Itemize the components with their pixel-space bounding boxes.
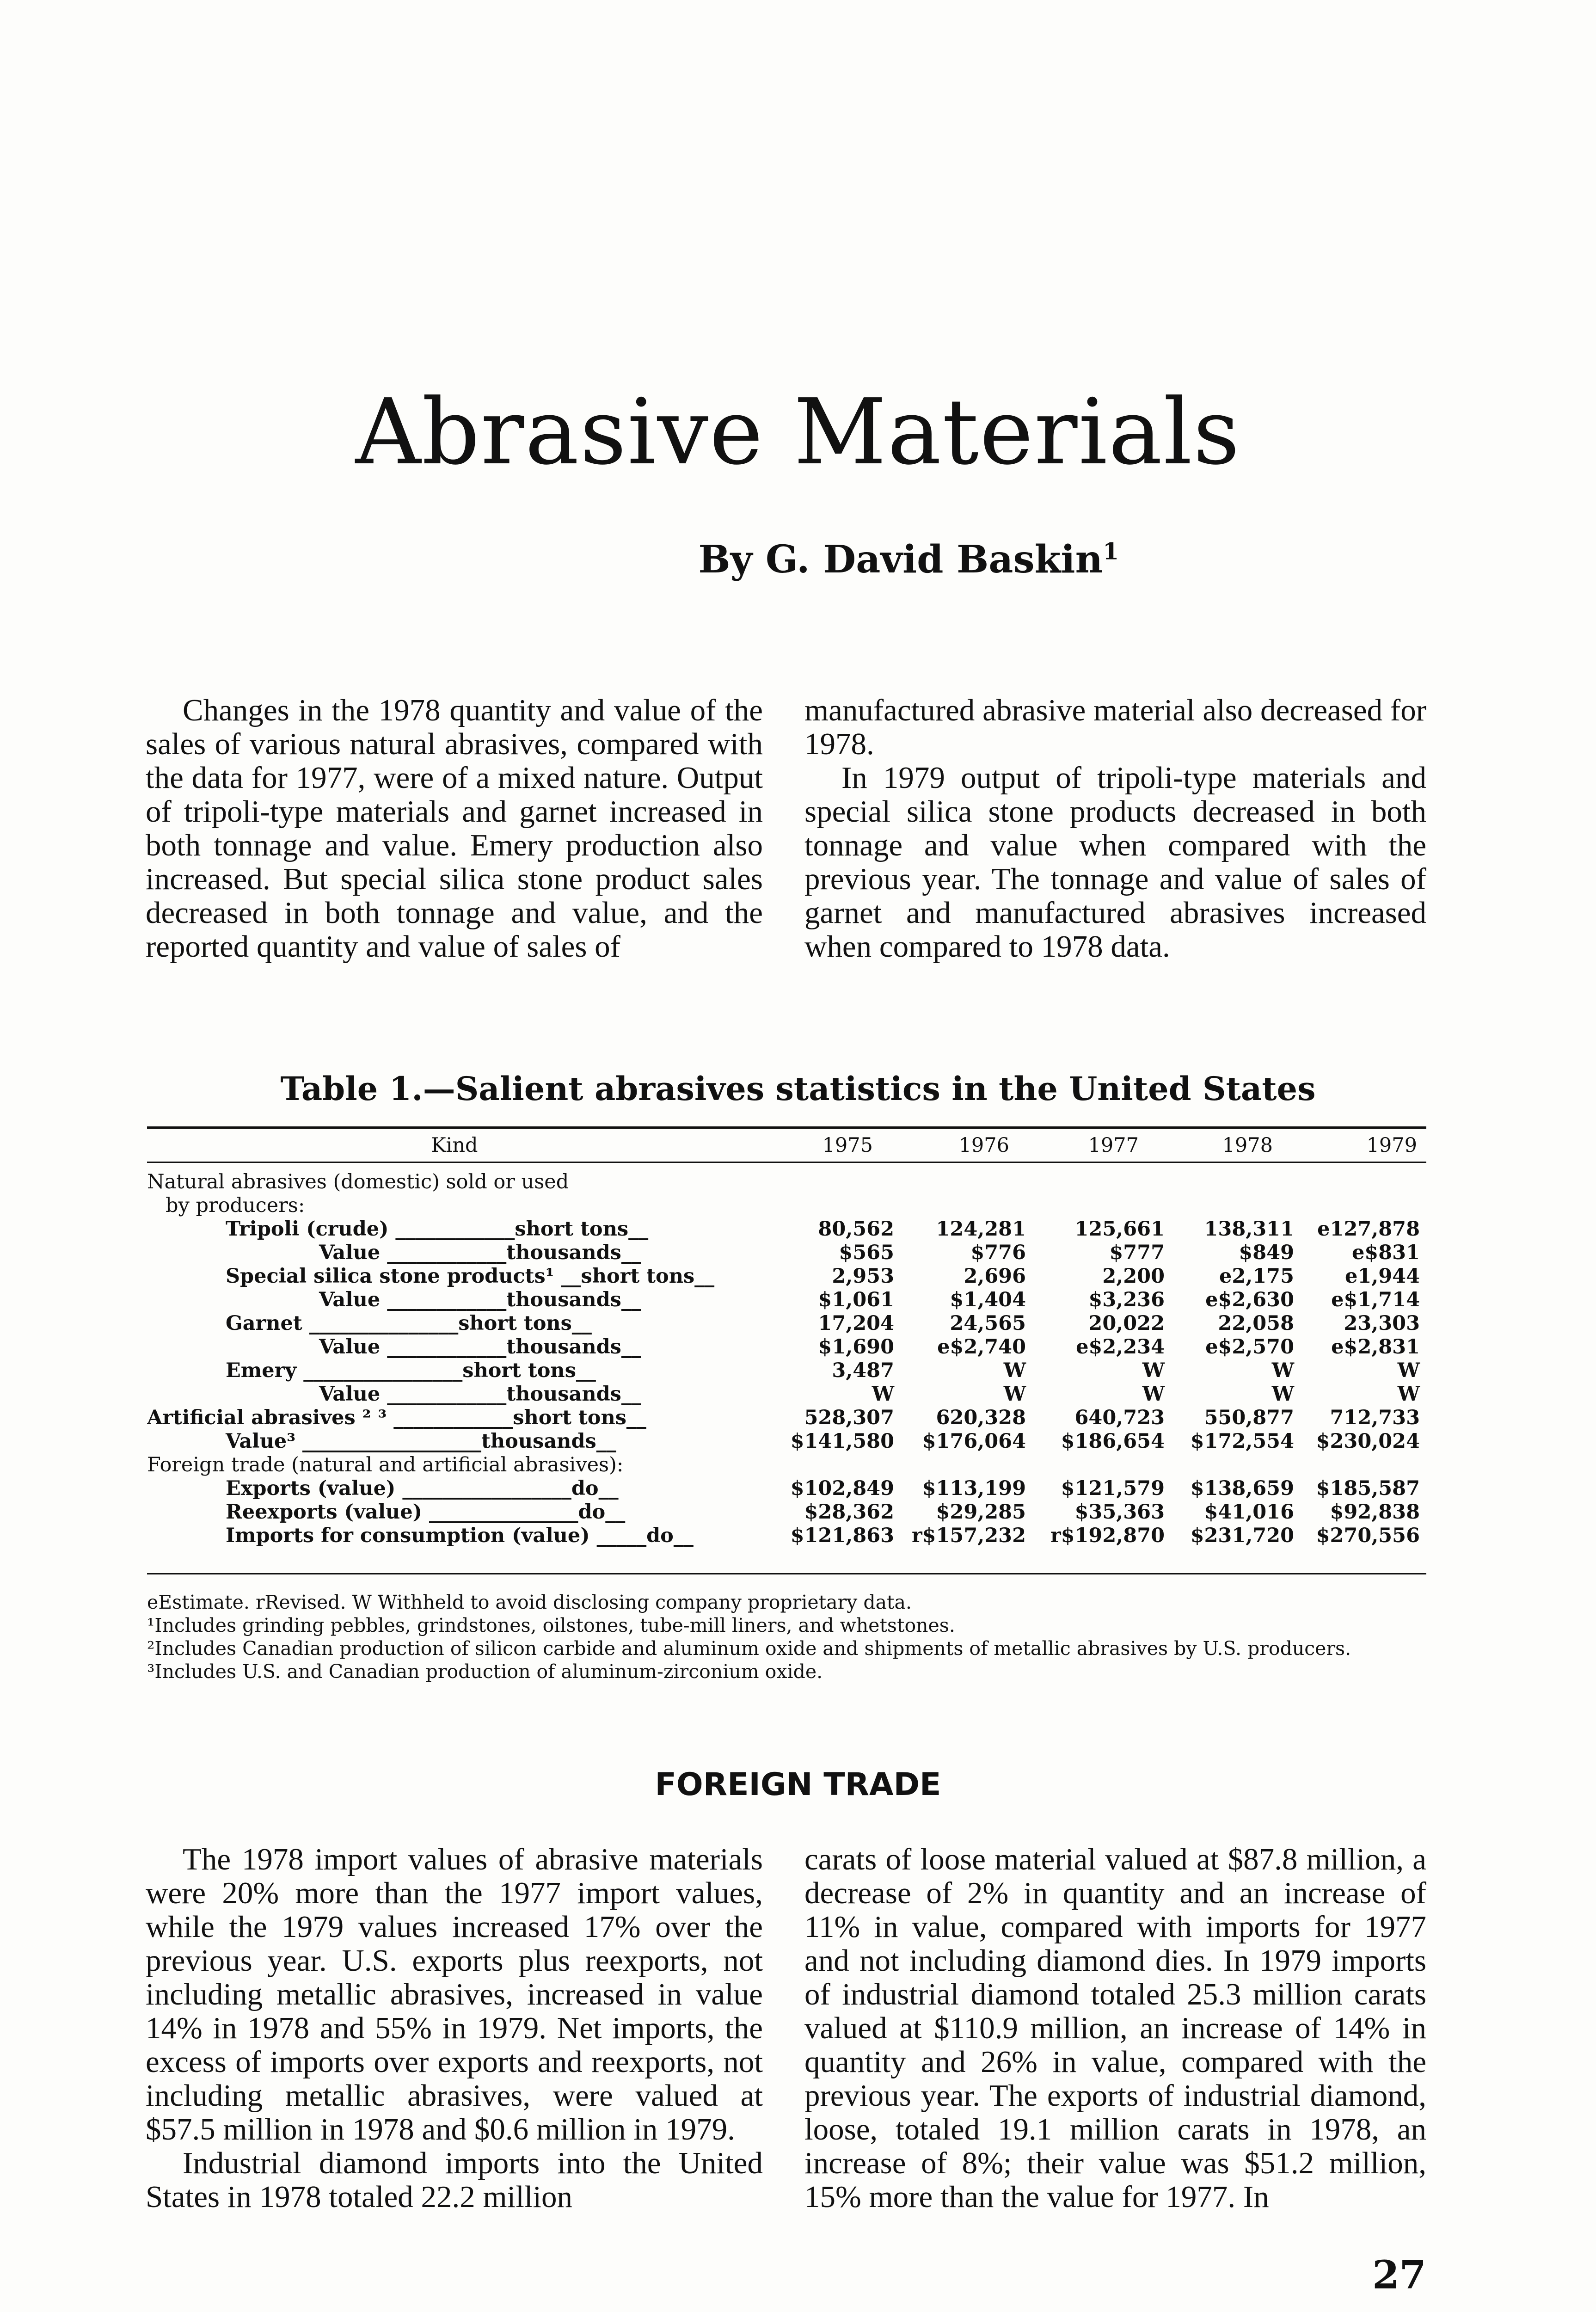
cell: 138,311 [1204,1217,1294,1241]
intro-paragraph-1979: In 1979 output of tripoli-type materials and special silica stone products decreased in both tonnage and value when compared with the previous year. The tonnage and value of sales of garnet and manufactured abrasives increased when compared to 1978 data. [804,761,1426,964]
cell: e$1,714 [1331,1288,1420,1311]
row-label: Natural abrasives (domestic) sold or used [147,1170,569,1193]
cell: e$831 [1351,1241,1420,1264]
intro-paragraph: Changes in the 1978 quantity and value of the sales of various natural abrasives, compared with the data for 1977, were of a mixed nature. Output of tripoli-type materials and garnet increased in both tonnage and value. Emery production also increased. But special silica stone product sales decreased in both tonnage and value, and the reported quantity and value of sales of [146,693,763,964]
salient-statistics-table [147,1130,1426,1548]
column-header-kind: Kind [431,1133,478,1157]
cell [1171,1194,1301,1217]
cell: $270,556 [1316,1524,1420,1547]
table-row [147,1312,1426,1335]
cell: $1,061 [818,1288,894,1311]
footnote-3: ³Includes U.S. and Canadian production of aluminum-zirconium oxide. [147,1660,823,1683]
cell: e$2,630 [1205,1288,1294,1311]
cell [762,1170,901,1194]
trade-paragraph-diamond: Industrial diamond imports into the United States in 1978 totaled 22.2 million [146,2146,763,2214]
table-row [147,1265,1426,1288]
cell [1032,1170,1171,1194]
article-title: Abrasive Materials [355,380,1241,485]
cell: $185,587 [1316,1477,1420,1500]
table-row [147,1500,1426,1524]
cell: $231,720 [1190,1524,1294,1547]
column-header-1976: 1976 [958,1133,1009,1157]
intro-left-column [146,694,763,964]
intro-right-column [804,694,1426,964]
row-label: Value ____________thousands__ [319,1241,641,1264]
intro-paragraph-continued: manufactured abrasive material also decreased for 1978. [804,693,1426,761]
cell [762,1194,901,1217]
table-row [147,1194,1426,1217]
cell: W [1142,1383,1165,1406]
cell [1032,1453,1171,1477]
row-label: by producers: [166,1194,305,1217]
cell [1301,1194,1426,1217]
trade-paragraph-imports: The 1978 import values of abrasive materials were 20% more than the 1977 import values, while the 1979 values increased 17% over the previous year. U.S. exports plus reexports, not including metallic abrasives, increased in value 14% in 1978 and 55% in 1979. Net imports, the excess of imports over exports and reexports, not including metallic abrasives, were valued at $57.5 million in 1978 and $0.6 million in 1979. [146,1842,763,2146]
byline-footnote-marker: 1 [1103,537,1119,565]
footnote-legend: eEstimate. rRevised. W Withheld to avoid disclosing company proprietary data. [147,1591,912,1613]
cell: 124,281 [936,1217,1026,1241]
table-header-row [147,1130,1426,1161]
cell: W [1003,1359,1026,1382]
cell: e$2,831 [1331,1335,1420,1359]
cell: $849 [1239,1241,1294,1264]
table-row [147,1288,1426,1312]
cell [1301,1170,1426,1194]
cell: 640,723 [1074,1406,1165,1429]
cell: W [1271,1359,1294,1382]
row-label: Foreign trade (natural and artificial abrasives): [147,1453,624,1476]
cell: 550,877 [1204,1406,1294,1429]
cell [1032,1194,1171,1217]
cell [901,1453,1032,1477]
cell: $230,024 [1316,1430,1420,1453]
row-label: Tripoli (crude) ____________short tons__ [226,1217,649,1241]
table-bottom-rule [147,1573,1426,1574]
cell [1171,1170,1301,1194]
cell: W [1003,1383,1026,1406]
cell [762,1453,901,1477]
cell [1301,1453,1426,1477]
cell: $35,363 [1074,1500,1165,1524]
cell: $121,863 [790,1524,894,1547]
row-label: Value³ __________________thousands__ [226,1430,616,1453]
row-label: Value ____________thousands__ [319,1288,641,1311]
cell: e1,944 [1344,1265,1420,1288]
cell: W [872,1383,894,1406]
cell: $141,580 [790,1430,894,1453]
table-row [147,1241,1426,1265]
column-header-1978: 1978 [1222,1133,1273,1157]
page-number: 27 [1372,2252,1426,2298]
cell: 528,307 [804,1406,894,1429]
table-row [147,1524,1426,1548]
cell: $1,404 [950,1288,1026,1311]
cell: W [1397,1383,1420,1406]
cell: r$157,232 [911,1524,1026,1547]
cell: e2,175 [1219,1265,1294,1288]
table-row [147,1335,1426,1359]
table-row [147,1477,1426,1500]
row-label: Garnet _______________short tons__ [226,1312,592,1335]
row-label: Value ____________thousands__ [319,1383,641,1406]
cell: e127,878 [1317,1217,1420,1241]
cell: e$2,234 [1076,1335,1165,1359]
cell: $186,654 [1061,1430,1165,1453]
table-title: Table 1.—Salient abrasives statistics in the United States [280,1070,1316,1108]
cell: 2,200 [1102,1265,1165,1288]
trade-paragraph-continued: carats of loose material valued at $87.8 million, a decrease of 2% in quantity and an increase of 11% in value, compared with imports for 1977 and not including diamond dies. In 1979 imports of industrial diamond totaled 25.3 million carats valued at $110.9 million, an increase of 14% in quantity and 26% in value, compared with the previous year. The exports of industrial diamond, loose, totaled 19.1 million carats in 1978, an increase of 8%; their value was $51.2 million, 15% more than the value for 1977. In [804,1842,1426,2214]
cell: r$192,870 [1050,1524,1165,1547]
cell: 20,022 [1088,1312,1165,1335]
cell: $41,016 [1204,1500,1294,1524]
section-heading-foreign-trade: FOREIGN TRADE [655,1766,941,1803]
cell: $92,838 [1330,1500,1420,1524]
table-row [147,1359,1426,1383]
cell: 22,058 [1218,1312,1294,1335]
cell: $176,064 [922,1430,1026,1453]
cell: 2,953 [832,1265,894,1288]
cell: $138,659 [1190,1477,1294,1500]
table-row [147,1217,1426,1241]
table-top-rule [147,1126,1426,1129]
cell: $28,362 [804,1500,894,1524]
row-label: Value ____________thousands__ [319,1335,641,1359]
row-label: Emery ________________short tons__ [226,1359,596,1382]
cell: 24,565 [950,1312,1026,1335]
cell: $121,579 [1061,1477,1165,1500]
cell: 80,562 [818,1217,894,1241]
cell: e$2,740 [937,1335,1026,1359]
cell: W [1142,1359,1165,1382]
row-label: Imports for consumption (value) _____do__ [226,1524,694,1547]
cell: $3,236 [1088,1288,1165,1311]
row-label: Artificial abrasives ² ³ ____________short tons__ [147,1406,646,1429]
cell: W [1397,1359,1420,1382]
column-header-1975: 1975 [822,1133,873,1157]
row-label: Reexports (value) _______________do__ [226,1500,626,1524]
cell [901,1170,1032,1194]
cell: 23,303 [1344,1312,1420,1335]
cell: $113,199 [922,1477,1026,1500]
cell: 3,487 [832,1359,894,1382]
table-row [147,1453,1426,1477]
row-label: Special silica stone products¹ __short tons__ [226,1265,715,1288]
cell: e$2,570 [1205,1335,1294,1359]
table-row [147,1170,1426,1194]
footnote-2: ²Includes Canadian production of silicon carbide and aluminum oxide and shipments of metallic abrasives by U.S. producers. [147,1637,1351,1660]
foreign-trade-right-column [804,1843,1426,2214]
foreign-trade-left-column [146,1843,763,2214]
cell [1171,1453,1301,1477]
cell: $776 [970,1241,1026,1264]
cell: 125,661 [1074,1217,1165,1241]
byline-text: By G. David Baskin [698,537,1103,582]
cell: $29,285 [936,1500,1026,1524]
cell: W [1271,1383,1294,1406]
cell: 2,696 [964,1265,1026,1288]
column-header-1979: 1979 [1366,1133,1417,1157]
byline [555,534,1119,585]
table-row [147,1430,1426,1453]
table-footnotes [147,1591,1426,1683]
cell: $1,690 [818,1335,894,1359]
cell: $102,849 [790,1477,894,1500]
row-label: Exports (value) _________________do__ [226,1477,619,1500]
footnote-1: ¹Includes grinding pebbles, grindstones, oilstones, tube-mill liners, and whetstones. [147,1614,955,1636]
table-row [147,1406,1426,1430]
cell: 712,733 [1330,1406,1420,1429]
cell: 17,204 [818,1312,894,1335]
cell: $172,554 [1190,1430,1294,1453]
cell: 620,328 [936,1406,1026,1429]
cell: $565 [839,1241,894,1264]
cell: $777 [1109,1241,1165,1264]
table-row [147,1383,1426,1406]
cell [901,1194,1032,1217]
column-header-1977: 1977 [1088,1133,1139,1157]
